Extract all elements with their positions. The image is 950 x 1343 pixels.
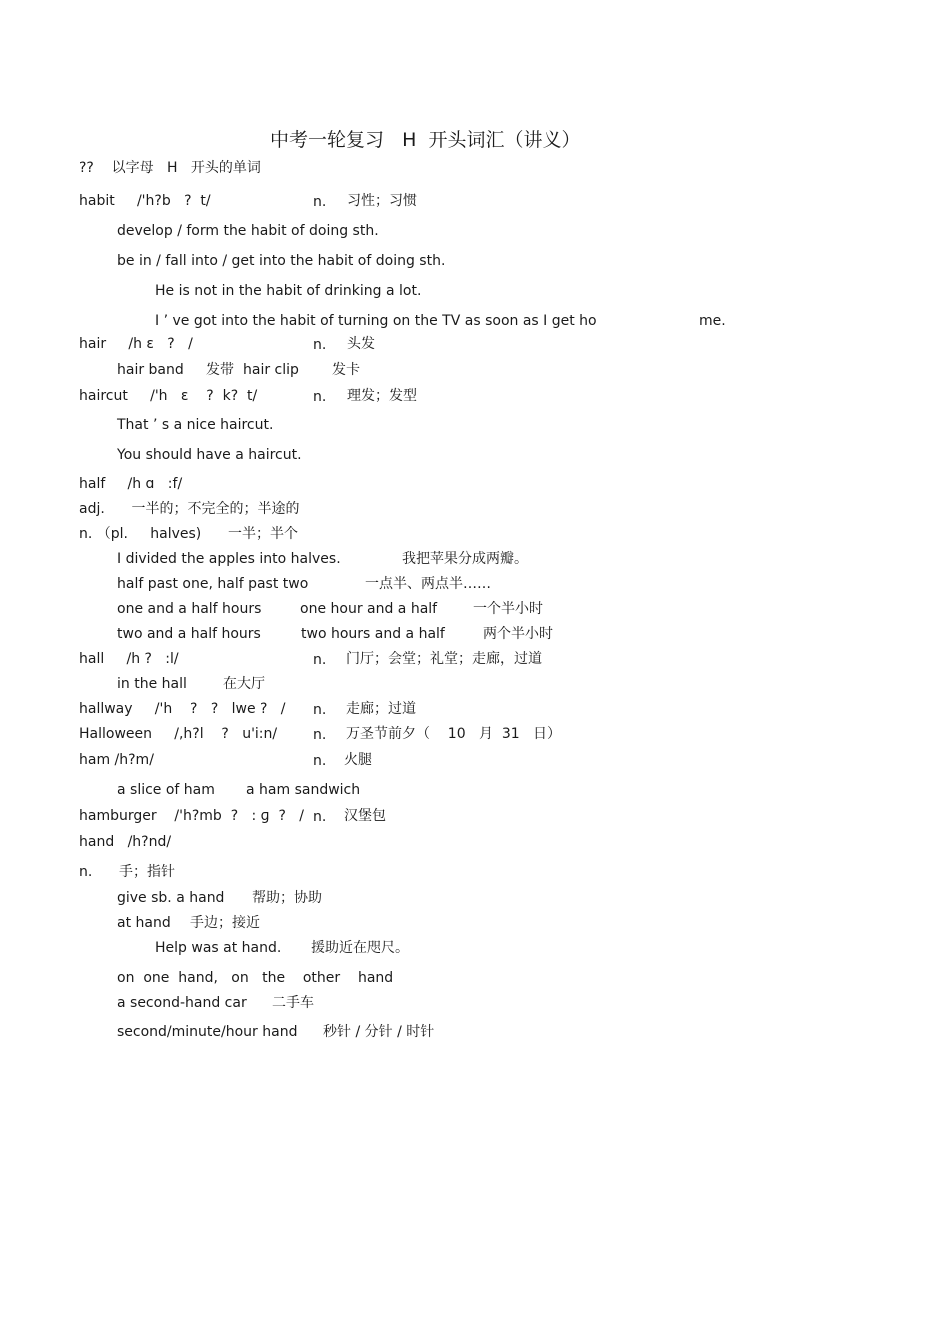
phrase-translation: 秒针 / 分针 / 时针 xyxy=(323,1024,435,1040)
phrase: hair clip xyxy=(243,362,299,378)
word-hamburger: hamburger /'h?mb ? : ɡ ? / xyxy=(79,808,304,824)
example-sentence-tail: me. xyxy=(699,313,726,329)
example-sentence: I ’ ve got into the habit of turning on the TV as soon as I get ho xyxy=(155,313,597,329)
pos-halloween: n. xyxy=(313,727,327,743)
phrase: second/minute/hour hand xyxy=(117,1024,298,1040)
phrase: one hour and a half xyxy=(300,601,438,617)
phrase-translation: 一点半、两点半…… xyxy=(365,576,491,592)
phrase: a ham sandwich xyxy=(246,782,361,798)
meaning-habit: 习性；习惯 xyxy=(347,193,417,209)
definition-noun: n. （pl. halves) 一半；半个 xyxy=(79,526,298,542)
word-habit: habit /'h?b ? t/ xyxy=(79,193,211,209)
word-half: half /h ɑ :f/ xyxy=(79,476,183,492)
meaning-hallway: 走廊；过道 xyxy=(346,701,416,717)
word-halloween: Halloween /,h?l ? u'i:n/ xyxy=(79,726,278,742)
pos-hall: n. xyxy=(313,652,327,668)
phrase: two hours and a half xyxy=(301,626,445,642)
word-hallway: hallway /'h ? ? lwe ? / xyxy=(79,701,286,717)
pos-hallway: n. xyxy=(313,702,327,718)
phrase: develop / form the habit of doing sth. xyxy=(117,223,379,239)
phrase: be in / fall into / get into the habit of doing sth. xyxy=(117,253,446,269)
definition-adj: adj. 一半的；不完全的；半途的 xyxy=(79,501,300,517)
phrase: in the hall xyxy=(117,676,187,692)
phrase: hair band xyxy=(117,362,184,378)
pos-habit: n. xyxy=(313,194,327,210)
phrase-translation: 手边；接近 xyxy=(190,915,260,931)
phrase: half past one, half past two xyxy=(117,576,309,592)
word-haircut: haircut /'h ε ? k? t/ xyxy=(79,388,258,404)
word-hall: hall /h ? :l/ xyxy=(79,651,179,667)
word-ham: ham /h?m/ xyxy=(79,752,154,768)
meaning-hall: 门厅；会堂；礼堂；走廊，过道 xyxy=(346,651,542,667)
example-sentence: You should have a haircut. xyxy=(117,447,302,463)
pos-ham: n. xyxy=(313,753,327,769)
phrase-translation: 一个半小时 xyxy=(473,601,543,617)
pos-haircut: n. xyxy=(313,389,327,405)
meaning-haircut: 理发；发型 xyxy=(347,388,417,404)
phrase: a slice of ham xyxy=(117,782,215,798)
pos-hamburger: n. xyxy=(313,809,327,825)
definition-noun: n. 手；指针 xyxy=(79,864,176,880)
phrase: a second-hand car xyxy=(117,995,247,1011)
document-title: 中考一轮复习 H 开头词汇（讲义） xyxy=(270,129,581,151)
meaning-hair: 头发 xyxy=(347,336,375,352)
phrase-translation: 在大厅 xyxy=(223,676,265,692)
meaning-hamburger: 汉堡包 xyxy=(344,808,386,824)
meaning-halloween: 万圣节前夕（ 10 月 31 日） xyxy=(346,726,562,742)
example-sentence: He is not in the habit of drinking a lot. xyxy=(155,283,422,299)
phrase: two and a half hours xyxy=(117,626,261,642)
meaning-ham: 火腿 xyxy=(344,752,372,768)
example-sentence: Help was at hand. xyxy=(155,940,282,956)
phrase: on one hand, on the other hand xyxy=(117,970,394,986)
phrase-translation: 帮助；协助 xyxy=(252,890,322,906)
word-hand: hand /h?nd/ xyxy=(79,834,172,850)
phrase-translation: 发卡 xyxy=(332,362,360,378)
example-translation: 我把苹果分成两瓣。 xyxy=(402,551,528,567)
phrase-translation: 发带 xyxy=(206,362,234,378)
example-translation: 援助近在咫尺。 xyxy=(311,940,409,956)
word-hair: hair /h ε ? / xyxy=(79,336,193,352)
phrase-translation: 两个半小时 xyxy=(483,626,553,642)
phrase: give sb. a hand xyxy=(117,890,225,906)
phrase: at hand xyxy=(117,915,171,931)
pos-hair: n. xyxy=(313,337,327,353)
example-sentence: I divided the apples into halves. xyxy=(117,551,341,567)
phrase: one and a half hours xyxy=(117,601,262,617)
section-subtitle: ?? 以字母 H 开头的单词 xyxy=(79,160,261,176)
phrase-translation: 二手车 xyxy=(272,995,314,1011)
example-sentence: That ’ s a nice haircut. xyxy=(117,417,274,433)
